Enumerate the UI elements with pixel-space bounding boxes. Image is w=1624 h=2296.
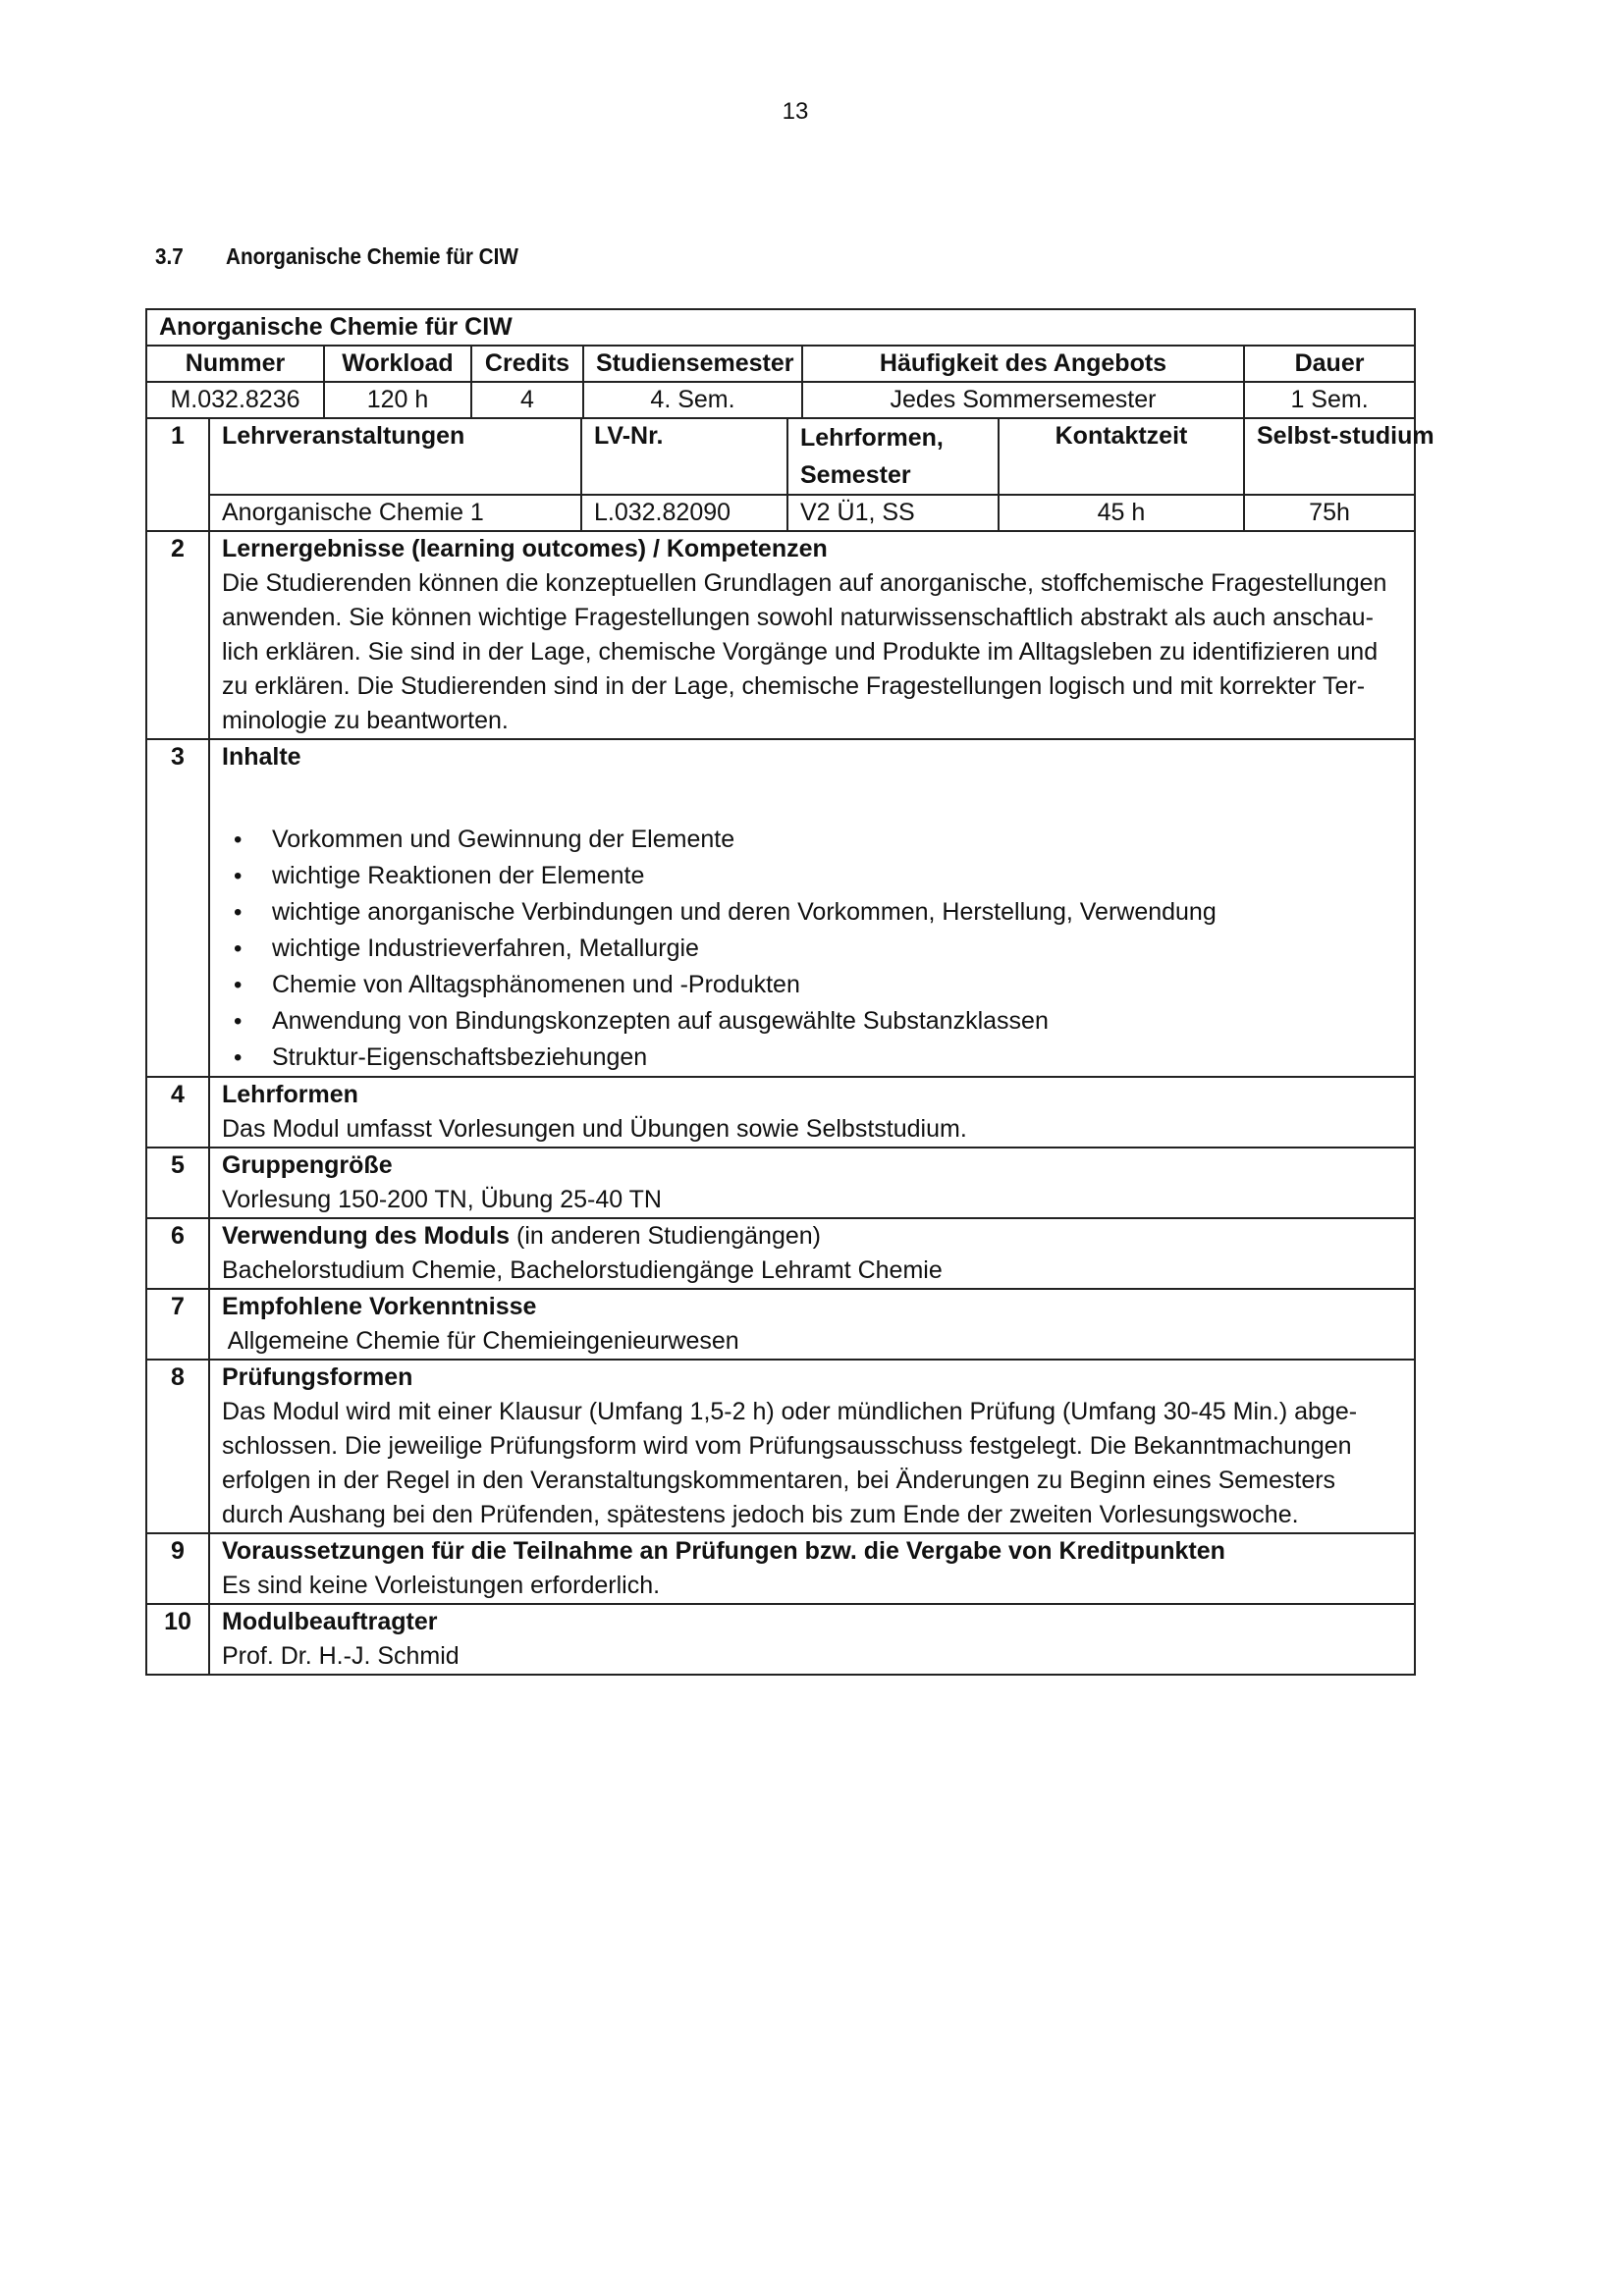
workload-value: 120 h bbox=[324, 382, 471, 418]
row9-voraussetzungen bbox=[146, 1533, 1415, 1604]
list-item: • Anwendung von Bindungskonzepten auf ausgewählte Substanzklassen bbox=[257, 1003, 1402, 1040]
pruefungsformen-line: erfolgen in der Regel in den Veranstaltungskommentaren, bei Änderungen zu Beginn eines Semesters bbox=[222, 1467, 1336, 1494]
course-kontaktzeit: 45 h bbox=[999, 495, 1244, 531]
credits-value: 4 bbox=[471, 382, 583, 418]
row-number: 6 bbox=[146, 1218, 209, 1289]
row-number: 10 bbox=[146, 1604, 209, 1675]
inhalte-cell bbox=[209, 739, 1415, 1077]
row1-header bbox=[146, 418, 1415, 495]
verwendung-text: Bachelorstudium Chemie, Bachelorstudiengänge Lehramt Chemie bbox=[222, 1256, 943, 1284]
course-lvnr: L.032.82090 bbox=[581, 495, 787, 531]
list-item: • Struktur-Eigenschaftsbeziehungen bbox=[257, 1040, 1402, 1076]
verwendung-title-suffix: (in anderen Studiengängen) bbox=[510, 1222, 822, 1250]
voraussetzungen-title: Voraussetzungen für die Teilnahme an Prüfungen bzw. die Vergabe von Kreditpunkten bbox=[222, 1537, 1225, 1565]
row7-vorkenntnisse bbox=[146, 1289, 1415, 1360]
nummer-label: Nummer bbox=[146, 346, 324, 382]
section-title: Anorganische Chemie für CIW bbox=[226, 243, 518, 269]
row-number: 3 bbox=[146, 739, 209, 1077]
modulbeauftragter-text: Prof. Dr. H.-J. Schmid bbox=[222, 1642, 460, 1670]
lehrformen-title: Lehrformen bbox=[222, 1081, 358, 1108]
selbststudium-label: Selbst-studium bbox=[1244, 418, 1415, 495]
lernergebnisse-line: anwenden. Sie können wichtige Fragestellungen sowohl naturwissenschaftlich abstrakt als auch anschau- bbox=[222, 604, 1374, 631]
inhalte-list bbox=[222, 822, 1402, 1076]
list-item: • Chemie von Alltagsphänomenen und -Produkten bbox=[257, 967, 1402, 1003]
row6-verwendung bbox=[146, 1218, 1415, 1289]
verwendung-title: Verwendung des Moduls bbox=[222, 1222, 511, 1250]
lernergebnisse-line: minologie zu beantworten. bbox=[222, 707, 509, 734]
module-title-row bbox=[146, 309, 1415, 346]
studiensemester-value: 4. Sem. bbox=[583, 382, 802, 418]
haeufigkeit-value: Jedes Sommersemester bbox=[802, 382, 1244, 418]
vorkenntnisse-title: Empfohlene Vorkenntnisse bbox=[222, 1293, 537, 1320]
pruefungsformen-line: schlossen. Die jeweilige Prüfungsform wird vom Prüfungsausschuss festgelegt. Die Bekanntmachungen bbox=[222, 1432, 1352, 1460]
pruefungsformen-cell bbox=[209, 1360, 1415, 1533]
pruefungsformen-line: durch Aushang bei den Prüfenden, spätestens jedoch bis zum Ende der zweiten Vorlesungswoche. bbox=[222, 1501, 1299, 1528]
lehrveranstaltungen-label: Lehrveranstaltungen bbox=[209, 418, 581, 495]
header-label-row bbox=[146, 346, 1415, 382]
row3-inhalte bbox=[146, 739, 1415, 1077]
lernergebnisse-line: zu erklären. Die Studierenden sind in der Lage, chemische Fragestellungen logisch und mit korrekter Ter- bbox=[222, 672, 1366, 700]
row5-gruppengroesse bbox=[146, 1148, 1415, 1218]
page-number: 13 bbox=[782, 98, 809, 125]
credits-label: Credits bbox=[471, 346, 583, 382]
lehrformen-cell bbox=[209, 1077, 1415, 1148]
lernergebnisse-cell bbox=[209, 531, 1415, 739]
list-item: • wichtige anorganische Verbindungen und deren Vorkommen, Herstellung, Verwendung bbox=[257, 894, 1402, 931]
module-table bbox=[145, 308, 1435, 1676]
lehrformen-text: Das Modul umfasst Vorlesungen und Übungen sowie Selbststudium. bbox=[222, 1115, 967, 1143]
list-item: • wichtige Industrieverfahren, Metallurgie bbox=[257, 931, 1402, 967]
list-item: • wichtige Reaktionen der Elemente bbox=[257, 858, 1402, 894]
course-name: Anorganische Chemie 1 bbox=[209, 495, 581, 531]
lernergebnisse-title: Lernergebnisse (learning outcomes) / Kompetenzen bbox=[222, 535, 828, 562]
row10-modulbeauftragter bbox=[146, 1604, 1415, 1675]
section-number: 3.7 bbox=[155, 243, 184, 269]
lvnr-label-text: LV-Nr. bbox=[594, 422, 664, 450]
lernergebnisse-line: Die Studierenden können die konzeptuellen Grundlagen auf anorganische, stoffchemische Fragestellungen bbox=[222, 569, 1387, 597]
verwendung-heading bbox=[222, 1219, 1402, 1254]
header-value-row bbox=[146, 382, 1415, 418]
row-number: 8 bbox=[146, 1360, 209, 1533]
studiensemester-label: Studiensemester bbox=[583, 346, 802, 382]
haeufigkeit-label: Häufigkeit des Angebots bbox=[802, 346, 1244, 382]
course-selbststudium: 75h bbox=[1244, 495, 1415, 531]
inhalte-title: Inhalte bbox=[222, 743, 301, 771]
vorkenntnisse-cell bbox=[209, 1289, 1415, 1360]
pruefungsformen-line: Das Modul wird mit einer Klausur (Umfang 1,5-2 h) oder mündlichen Prüfung (Umfang 30-45 Min.) abge- bbox=[222, 1398, 1358, 1425]
voraussetzungen-cell bbox=[209, 1533, 1415, 1604]
lvnr-label bbox=[581, 418, 787, 495]
section-heading bbox=[155, 243, 518, 270]
voraussetzungen-text: Es sind keine Vorleistungen erforderlich. bbox=[222, 1572, 661, 1599]
row-number: 4 bbox=[146, 1077, 209, 1148]
nummer-value: M.032.8236 bbox=[146, 382, 324, 418]
row-number: 7 bbox=[146, 1289, 209, 1360]
workload-label: Workload bbox=[324, 346, 471, 382]
row-number: 2 bbox=[146, 531, 209, 739]
gruppengroesse-cell bbox=[209, 1148, 1415, 1218]
row2-lernergebnisse bbox=[146, 531, 1415, 739]
dauer-value: 1 Sem. bbox=[1244, 382, 1415, 418]
modulbeauftragter-title: Modulbeauftragter bbox=[222, 1608, 438, 1635]
dauer-label: Dauer bbox=[1244, 346, 1415, 382]
row1-course bbox=[146, 495, 1415, 531]
row-number: 9 bbox=[146, 1533, 209, 1604]
vorkenntnisse-text: Allgemeine Chemie für Chemieingenieurwesen bbox=[222, 1327, 739, 1355]
course-lehrformen: V2 Ü1, SS bbox=[787, 495, 999, 531]
row-number: 5 bbox=[146, 1148, 209, 1218]
modulbeauftragter-cell bbox=[209, 1604, 1415, 1675]
pruefungsformen-title: Prüfungsformen bbox=[222, 1363, 413, 1391]
list-item: • Vorkommen und Gewinnung der Elemente bbox=[257, 822, 1402, 858]
lehrformen-label: Lehrformen, Semester bbox=[787, 418, 999, 495]
gruppengroesse-title: Gruppengröße bbox=[222, 1151, 393, 1179]
row-number: 1 bbox=[146, 418, 209, 531]
kontaktzeit-label: Kontaktzeit bbox=[999, 418, 1244, 495]
lernergebnisse-line: lich erklären. Sie sind in der Lage, chemische Vorgänge und Produkte im Alltagsleben zu identifizieren und bbox=[222, 638, 1379, 666]
row8-pruefungsformen bbox=[146, 1360, 1415, 1533]
verwendung-cell bbox=[209, 1218, 1415, 1289]
row4-lehrformen bbox=[146, 1077, 1415, 1148]
module-title: Anorganische Chemie für CIW bbox=[146, 309, 1415, 346]
gruppengroesse-text: Vorlesung 150-200 TN, Übung 25-40 TN bbox=[222, 1186, 662, 1213]
